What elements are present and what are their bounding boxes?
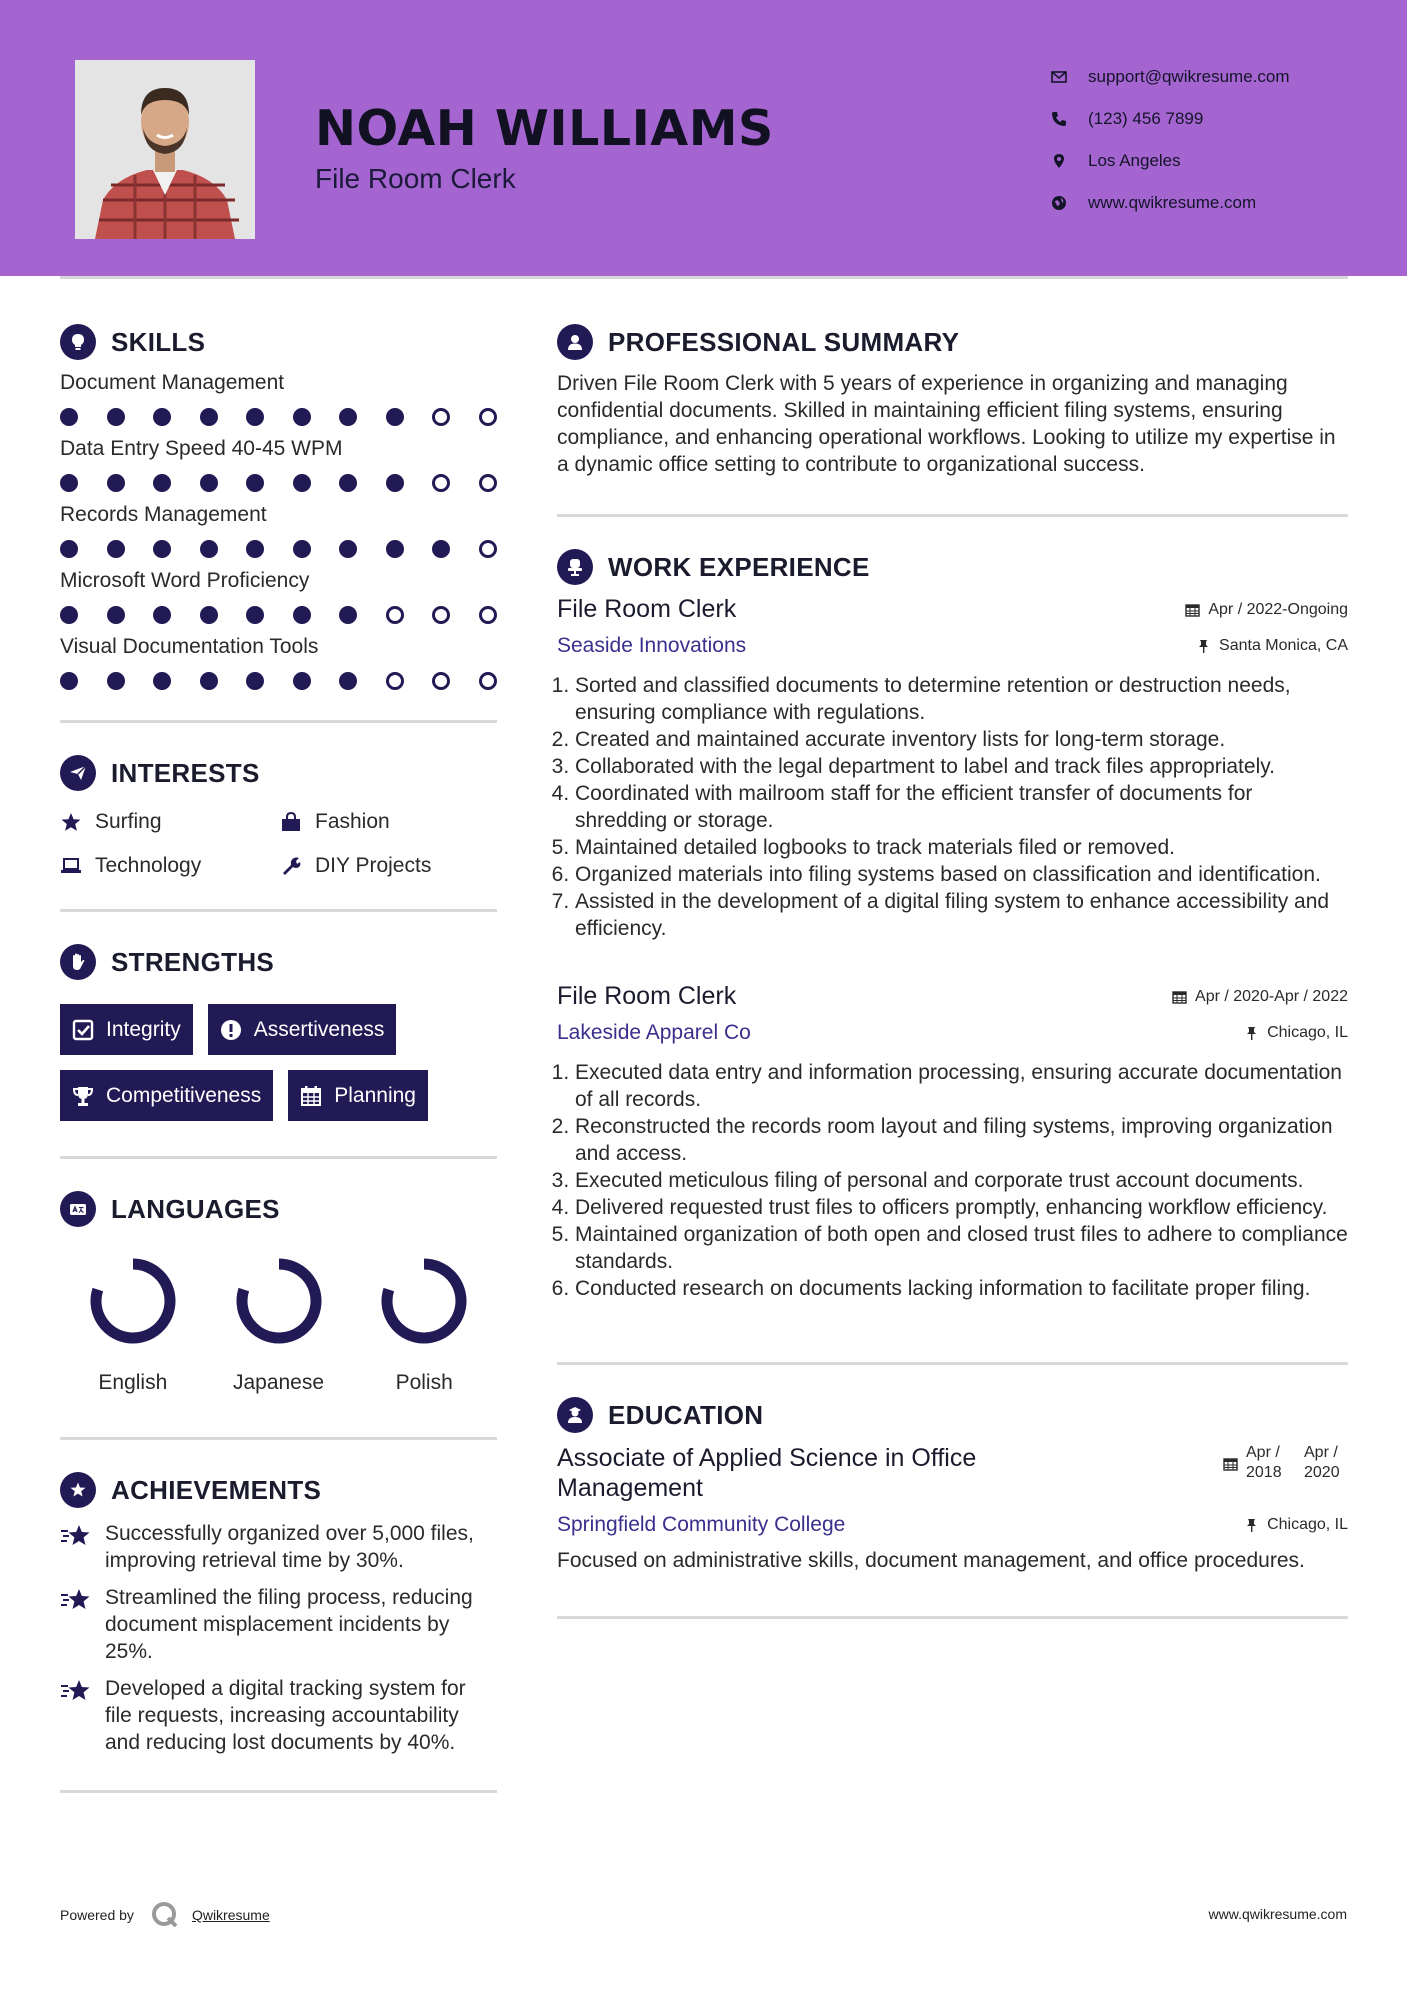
language-level-ring [229, 1251, 329, 1351]
job-entry [557, 595, 1348, 942]
section-divider [60, 1790, 497, 1793]
job-dates [1185, 601, 1348, 619]
achievements-title: ACHIEVEMENTS [111, 1474, 322, 1505]
graduate-icon [557, 1397, 593, 1433]
strength-label: Planning [334, 1083, 416, 1107]
responsibility-item: 4. Coordinated with mailroom staff for the efficient transfer of documents for shredding or storage. [575, 780, 1348, 834]
achievement-text: Developed a digital tracking system for file requests, increasing accountability and reducing lost documents by 40%. [105, 1677, 466, 1754]
calendar-icon [1223, 1456, 1238, 1471]
job-location [1196, 637, 1348, 655]
trophy-icon [72, 1085, 94, 1107]
achievement-item [60, 1675, 497, 1756]
interests-title: INTERESTS [111, 757, 260, 788]
office-chair-icon [557, 549, 593, 585]
rating-dot-filled [293, 672, 311, 690]
profile-photo [75, 60, 255, 239]
skill-name: Visual Documentation Tools [60, 635, 319, 658]
footer-url[interactable]: www.qwikresume.com [1208, 1906, 1347, 1922]
pushpin-icon [1244, 1026, 1267, 1041]
rating-dot-filled [107, 606, 125, 624]
languages-title: LANGUAGES [111, 1193, 280, 1224]
rating-dot-filled [293, 408, 311, 426]
shopping-bag-icon [280, 811, 304, 833]
rating-dot-filled [339, 408, 357, 426]
education-location-text: Chicago, IL [1267, 1516, 1348, 1533]
responsibility-item: 3. Executed meticulous filing of personal and corporate trust account documents. [575, 1167, 1348, 1194]
responsibility-item: 6. Conducted research on documents lacking information to facilitate proper filing. [575, 1275, 1348, 1302]
rating-dot-filled [246, 672, 264, 690]
map-marker-icon [1050, 152, 1068, 170]
skill-rating [60, 540, 497, 558]
company-name: Seaside Innovations [557, 634, 747, 657]
achievement-text: Streamlined the filing process, reducing document misplacement incidents by 25%. [105, 1586, 473, 1663]
section-divider [557, 1616, 1348, 1619]
rating-dot-empty [479, 408, 497, 426]
experience-heading [557, 547, 1348, 587]
achievements-heading [60, 1470, 497, 1510]
achievements-list [60, 1520, 497, 1756]
exclamation-circle-icon [220, 1019, 242, 1041]
summary-heading [557, 322, 1348, 362]
wrench-icon [280, 855, 304, 877]
strength-label: Competitiveness [106, 1083, 262, 1107]
responsibility-item: 6. Organized materials into filing systems based on classification and identification. [575, 861, 1348, 888]
strength-label: Assertiveness [253, 1017, 385, 1041]
skill-name: Records Management [60, 503, 267, 526]
rating-dot-filled [153, 474, 171, 492]
qwikresume-link[interactable]: Qwikresume [191, 1907, 270, 1923]
contact-list [1050, 56, 1290, 224]
job-dates [1172, 988, 1348, 1006]
education-date-start: Apr / 2018 [1246, 1444, 1282, 1481]
rating-dot-filled [153, 606, 171, 624]
language-label: Japanese [232, 1371, 325, 1394]
section-divider [557, 1362, 1348, 1365]
skill-name: Document Management [60, 371, 285, 394]
language-label: English [98, 1371, 168, 1394]
rating-dot-filled [386, 540, 404, 558]
language-level-ring [374, 1251, 474, 1351]
skills-heading [60, 322, 497, 362]
rating-dot-filled [200, 408, 218, 426]
experience-title: WORK EXPERIENCE [608, 551, 870, 582]
right-column [557, 322, 1348, 1619]
strength-badge [288, 1070, 428, 1121]
rating-dot-filled [246, 540, 264, 558]
calendar-icon [1185, 602, 1208, 617]
skill-rating [60, 408, 497, 426]
languages-heading [60, 1189, 497, 1229]
section-divider [60, 720, 497, 723]
contact-email-text: support@qwikresume.com [1088, 67, 1290, 86]
left-column [60, 322, 497, 1793]
lightbulb-icon [60, 324, 96, 360]
job-title-row [557, 982, 1348, 1011]
responsibility-item: 5. Maintained detailed logbooks to track materials filed or removed. [575, 834, 1348, 861]
responsibility-item: 2. Created and maintained accurate inventory lists for long-term storage. [575, 726, 1348, 753]
interest-item [60, 809, 280, 835]
rating-dot-filled [60, 540, 78, 558]
contact-location [1050, 140, 1290, 182]
interest-label: Fashion [315, 810, 390, 833]
phone-icon [1050, 110, 1068, 128]
responsibility-item: 7. Assisted in the development of a digital filing system to enhance accessibility and efficiency. [575, 888, 1348, 942]
rating-dot-filled [60, 606, 78, 624]
language-label: Polish [395, 1371, 453, 1394]
strengths-list [60, 1004, 497, 1121]
rating-dot-filled [293, 540, 311, 558]
language-icon [60, 1191, 96, 1227]
section-divider [557, 514, 1348, 517]
interest-item [60, 853, 280, 879]
skill-rating [60, 474, 497, 492]
jobs-list [557, 595, 1348, 1302]
strengths-heading [60, 942, 497, 982]
calendar-icon [300, 1085, 322, 1107]
rating-dot-filled [153, 540, 171, 558]
rating-dot-filled [200, 474, 218, 492]
rating-dot-empty [479, 474, 497, 492]
job-company-row [557, 1021, 1348, 1045]
rating-dot-filled [60, 408, 78, 426]
rating-dot-filled [293, 606, 311, 624]
interests-heading [60, 753, 497, 793]
rating-dot-empty [479, 672, 497, 690]
rating-dot-filled [200, 540, 218, 558]
rating-dot-empty [432, 672, 450, 690]
rating-dot-filled [386, 474, 404, 492]
envelope-icon [1050, 68, 1068, 86]
education-heading [557, 1395, 1348, 1435]
header-divider [60, 276, 1348, 279]
interests-list [60, 809, 497, 879]
contact-email[interactable] [1050, 56, 1290, 98]
education-description: Focused on administrative skills, document management, and office procedures. [557, 1549, 1305, 1572]
contact-location-text: Los Angeles [1088, 151, 1181, 170]
skills-list [60, 370, 497, 690]
strength-badge [60, 1070, 273, 1121]
section-divider [60, 1156, 497, 1159]
rating-dot-filled [200, 606, 218, 624]
strength-badge [60, 1004, 193, 1055]
job-dates-text: Apr / 2020-Apr / 2022 [1195, 987, 1348, 1005]
education-location [1244, 1516, 1348, 1534]
star-list-icon [60, 1675, 94, 1756]
language-item [351, 1251, 497, 1395]
rating-dot-empty [432, 606, 450, 624]
strength-label: Integrity [106, 1017, 181, 1041]
rating-dot-empty [479, 540, 497, 558]
rating-dot-filled [246, 408, 264, 426]
job-title: File Room Clerk [557, 982, 737, 1010]
candidate-name: NOAH WILLIAMS [315, 100, 774, 157]
rating-dot-empty [432, 474, 450, 492]
job-location [1244, 1024, 1348, 1042]
rating-dot-filled [339, 606, 357, 624]
summary-text: Driven File Room Clerk with 5 years of experience in organizing and managing confidential documents. Skilled in maintaining efficient filing systems, ensuring compliance, and enhancing operational workflows. Looking to utilize my expertise in a dynamic office setting to contribute to organizational success. [557, 372, 1336, 476]
responsibility-item: 3. Collaborated with the legal department to label and track files appropriately. [575, 753, 1348, 780]
powered-by-text: Powered by [60, 1907, 134, 1923]
achievement-item [60, 1584, 497, 1665]
languages-list [60, 1251, 497, 1395]
skills-title: SKILLS [111, 326, 206, 357]
user-icon [557, 324, 593, 360]
rating-dot-filled [200, 672, 218, 690]
strengths-title: STRENGTHS [111, 946, 275, 977]
language-level-ring [83, 1251, 183, 1351]
rating-dot-filled [60, 672, 78, 690]
section-divider [60, 909, 497, 912]
company-name: Lakeside Apparel Co [557, 1021, 751, 1044]
rating-dot-filled [246, 474, 264, 492]
rating-dot-filled [153, 672, 171, 690]
pushpin-icon [1244, 1518, 1259, 1533]
rating-dot-empty [386, 606, 404, 624]
interest-label: Technology [95, 854, 202, 877]
language-item [206, 1251, 352, 1395]
contact-website[interactable] [1050, 182, 1290, 224]
job-location-text: Chicago, IL [1267, 1024, 1348, 1041]
education-entry [557, 1443, 1348, 1574]
interest-item [280, 853, 497, 879]
contact-website-text: www.qwikresume.com [1088, 193, 1257, 212]
job-title-row [557, 595, 1348, 624]
language-level-arc [96, 1264, 170, 1338]
education-title: EDUCATION [608, 1399, 764, 1430]
responsibility-item: 4. Delivered requested trust files to officers promptly, enhancing workflow efficiency. [575, 1194, 1348, 1221]
job-dates-text: Apr / 2022-Ongoing [1208, 600, 1348, 618]
strength-badge [208, 1004, 397, 1055]
profile-photo-image [75, 60, 255, 239]
summary-title: PROFESSIONAL SUMMARY [608, 326, 960, 357]
section-divider [60, 1437, 497, 1440]
language-level-arc [242, 1264, 316, 1338]
rating-dot-filled [107, 672, 125, 690]
rating-dot-filled [432, 540, 450, 558]
rating-dot-filled [339, 672, 357, 690]
rating-dot-filled [60, 474, 78, 492]
rating-dot-empty [386, 672, 404, 690]
rating-dot-filled [246, 606, 264, 624]
rating-dot-filled [107, 474, 125, 492]
rating-dot-filled [107, 540, 125, 558]
star-icon [60, 811, 84, 833]
responsibility-item: 5. Maintained organization of both open and closed trust files to adhere to compliance standards. [575, 1221, 1348, 1275]
pushpin-icon [1196, 639, 1219, 654]
job-company-row [557, 634, 1348, 658]
interest-label: Surfing [95, 810, 162, 833]
check-square-icon [72, 1019, 94, 1041]
contact-phone-text: (123) 456 7899 [1088, 109, 1204, 128]
job-responsibilities [557, 1059, 1348, 1302]
rating-dot-filled [107, 408, 125, 426]
rating-dot-empty [479, 606, 497, 624]
job-entry [557, 982, 1348, 1302]
degree-title: Associate of Applied Science in Office Management [557, 1444, 977, 1502]
rating-dot-filled [293, 474, 311, 492]
achievement-text: Successfully organized over 5,000 files, improving retrieval time by 30%. [105, 1522, 474, 1572]
skill-rating [60, 672, 497, 690]
education-dates [1223, 1443, 1348, 1483]
qwikresume-logo-icon [150, 1900, 180, 1930]
interest-label: DIY Projects [315, 854, 432, 877]
hand-icon [60, 944, 96, 980]
star-list-icon [60, 1584, 94, 1665]
achievement-item [60, 1520, 497, 1574]
contact-phone[interactable] [1050, 98, 1290, 140]
job-location-text: Santa Monica, CA [1219, 637, 1348, 654]
footer-powered-by [60, 1900, 270, 1930]
interest-item [280, 809, 497, 835]
rating-dot-empty [432, 408, 450, 426]
skill-name: Microsoft Word Proficiency [60, 569, 310, 592]
calendar-icon [1172, 989, 1195, 1004]
responsibility-item: 1. Sorted and classified documents to determine retention or destruction needs, ensuring compliance with regulations. [575, 672, 1348, 726]
star-badge-icon [60, 1472, 96, 1508]
job-title: File Room Clerk [557, 595, 737, 623]
rating-dot-filled [339, 540, 357, 558]
rating-dot-filled [153, 408, 171, 426]
star-list-icon [60, 1520, 94, 1574]
rating-dot-filled [339, 474, 357, 492]
laptop-icon [60, 855, 84, 877]
paper-plane-icon [60, 755, 96, 791]
language-item [60, 1251, 206, 1395]
education-date-end: Apr / 2020 [1304, 1444, 1340, 1481]
globe-icon [1050, 194, 1068, 212]
rating-dot-filled [386, 408, 404, 426]
school-name: Springfield Community College [557, 1513, 846, 1536]
resume-header [0, 0, 1407, 276]
job-responsibilities [557, 672, 1348, 942]
responsibility-item: 2. Reconstructed the records room layout and filing systems, improving organization and access. [575, 1113, 1348, 1167]
skill-name: Data Entry Speed 40-45 WPM [60, 437, 343, 460]
candidate-role: File Room Clerk [315, 163, 516, 194]
responsibility-item: 1. Executed data entry and information processing, ensuring accurate documentation of all records. [575, 1059, 1348, 1113]
skill-rating [60, 606, 497, 624]
language-level-arc [387, 1264, 461, 1338]
